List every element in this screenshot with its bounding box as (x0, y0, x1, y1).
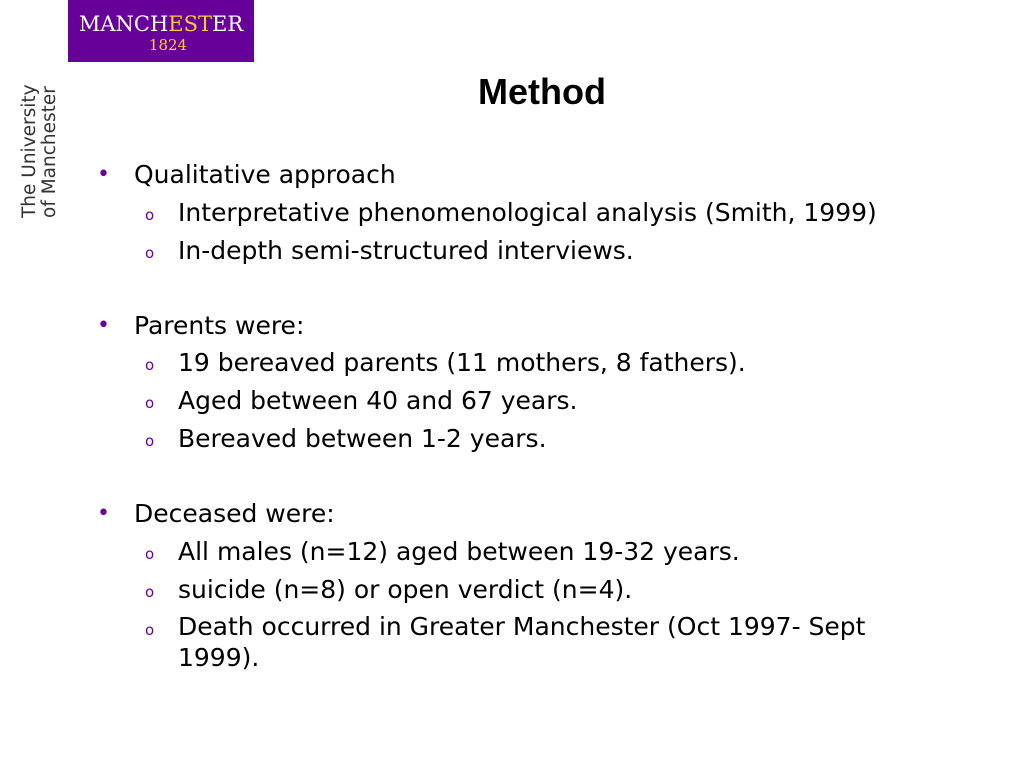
logo-word-post: ER (212, 12, 244, 36)
section-heading: Parents were: (134, 311, 305, 340)
sub-bullet-icon: o (145, 244, 155, 262)
university-side-logo (20, 84, 60, 218)
sub-bullet-icon: o (145, 545, 155, 563)
list-item-continuation: 1999). (178, 643, 260, 672)
list-item: All males (n=12) aged between 19-32 years. (178, 537, 740, 566)
logo-word-es: EST (168, 12, 212, 36)
list-item: suicide (n=8) or open verdict (n=4). (178, 575, 633, 604)
bullet-icon: • (97, 501, 110, 526)
sub-bullet-icon: o (145, 206, 155, 224)
list-item: In-depth semi-structured interviews. (178, 236, 634, 265)
sub-bullet-icon: o (145, 356, 155, 374)
sub-bullet-icon: o (145, 583, 155, 601)
list-item: 19 bereaved parents (11 mothers, 8 fathers). (178, 348, 746, 377)
list-item: Aged between 40 and 67 years. (178, 386, 578, 415)
sub-bullet-icon: o (145, 394, 155, 412)
bullet-icon: • (97, 162, 110, 187)
logo-wordmark (68, 12, 254, 36)
side-logo-line1: The University (19, 84, 40, 218)
logo-year: 1824 (148, 36, 188, 54)
list-item: Death occurred in Greater Manchester (Oct 1997- Sept (178, 612, 866, 641)
bullet-icon: • (97, 313, 110, 338)
list-item: Interpretative phenomenological analysis (Smith, 1999) (178, 198, 877, 227)
sub-bullet-icon: o (145, 621, 155, 639)
manchester-logo (68, 0, 254, 62)
slide-title: Method (478, 71, 606, 112)
section-heading: Qualitative approach (134, 160, 396, 189)
list-item: Bereaved between 1-2 years. (178, 424, 547, 453)
sub-bullet-icon: o (145, 432, 155, 450)
section-heading: Deceased were: (134, 499, 335, 528)
side-logo-line2: of Manchester (39, 86, 60, 218)
logo-word-pre: MANCH (78, 12, 169, 36)
